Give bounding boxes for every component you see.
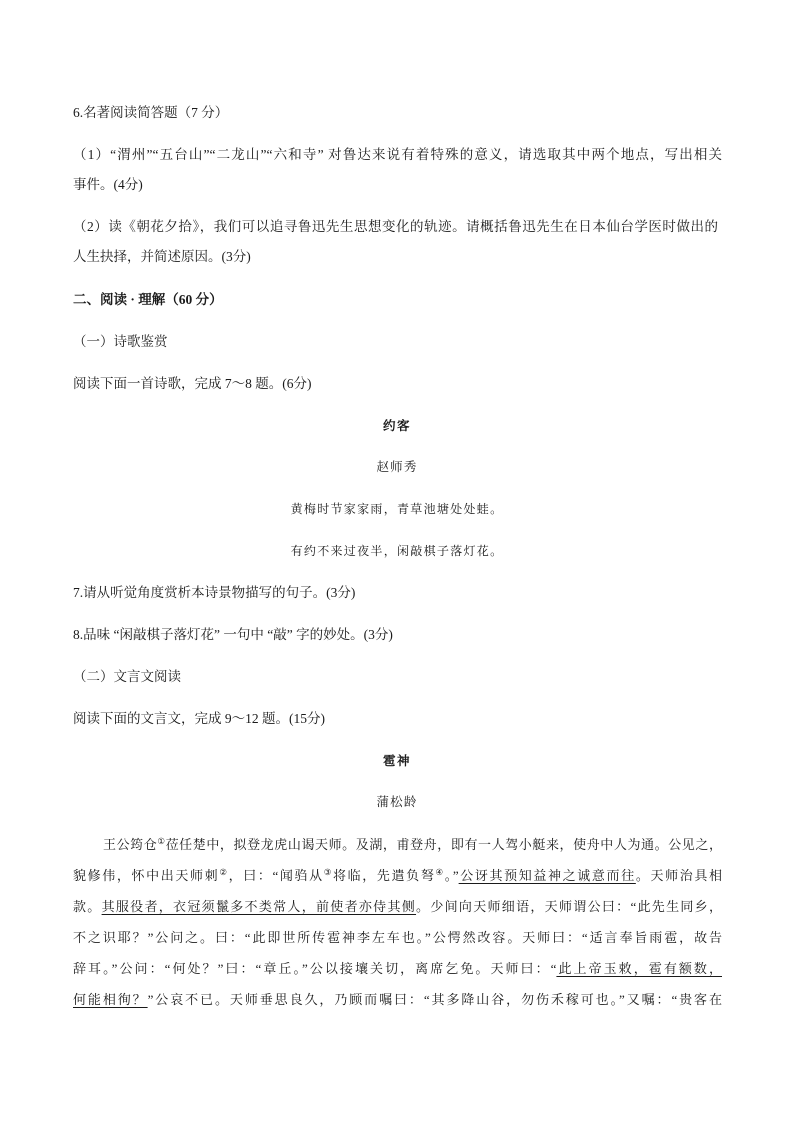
underlined-sentence-3b: 何能相徇？ xyxy=(73,992,148,1007)
q7: 7.请从听觉角度赏析本诗景物描写的句子。(3分) xyxy=(73,585,356,600)
passage-line-1 xyxy=(103,835,722,855)
underlined-sentence-1: 公讶其预知益神之诚意而往 xyxy=(458,868,636,883)
passage-line-4 xyxy=(73,928,722,948)
part2-instruction: 阅读下面的文言文，完成 9～12 题。(15分) xyxy=(73,711,325,726)
footnote-marker-4: ④ xyxy=(435,867,445,877)
underlined-sentence-3a: 此上帝玉敕，雹有额数， xyxy=(556,961,722,976)
passage-text: 王公筠仓 xyxy=(103,837,158,852)
poem-title: 约客 xyxy=(382,419,411,433)
underlined-sentence-2: 其服役者，衣冠须鬣多不类常人，前使者亦侍其侧 xyxy=(101,899,417,914)
footnote-marker-3: ③ xyxy=(323,867,334,877)
footnote-marker-1: ① xyxy=(157,836,166,846)
part2-heading: （二）文言文阅读 xyxy=(73,669,181,684)
q6-sub2-line2: 人生抉择，并简述原因。(3分) xyxy=(73,249,251,264)
passage-text: 莅任楚中，拟登龙虎山谒天师。及湖，甫登舟，即有一人驾小艇来，使舟中人为通。公见之， xyxy=(165,837,722,852)
q8: 8.品味 “闲敲棋子落灯花” 一句中 “敲” 字的妙处。(3分) xyxy=(73,627,393,642)
passage-author: 蒲松龄 xyxy=(376,795,418,809)
passage-line-6 xyxy=(73,990,722,1010)
part1-instruction: 阅读下面一首诗歌，完成 7～8 题。(6分) xyxy=(73,376,312,391)
poem-author: 赵师秀 xyxy=(376,460,418,474)
passage-text: 。天师治具相 xyxy=(635,868,722,883)
poem-line-2: 有约不来过夜半，闲敲棋子落灯花。 xyxy=(290,544,504,558)
passage-text: 款。 xyxy=(73,899,102,914)
passage-line-5 xyxy=(73,959,722,979)
passage-line-2 xyxy=(73,866,722,886)
passage-text: ，曰：“闻驺从 xyxy=(228,868,324,883)
passage-text: 不之识耶？”公问之。曰：“此即世所传雹神李左车也。”公愕然改容。天师曰：“适言奉旨雨雹，故告 xyxy=(73,930,722,945)
q6-sub2-line1: （2）读《朝花夕拾》，我们可以追寻鲁迅先生思想变化的轨迹。请概括鲁迅先生在日本仙台学医时做出的 xyxy=(73,219,718,234)
q6-sub1-line1: （1）“渭州”“五台山”“二龙山”“六和寺” 对鲁达来说有着特殊的意义，请选取其中两个地点，写出相关 xyxy=(73,147,722,162)
passage-line-3 xyxy=(73,897,722,917)
section2-heading: 二、阅读 · 理解（60 分） xyxy=(73,292,223,307)
passage-text: 。” xyxy=(444,868,459,883)
q6-title: 6.名著阅读简答题（7 分） xyxy=(73,105,229,120)
passage-text: ”公哀不已。天师垂思良久，乃顾而嘱曰：“其多降山谷，勿伤禾稼可也。”又嘱：“贵客在 xyxy=(147,992,722,1007)
part1-heading: （一）诗歌鉴赏 xyxy=(73,334,168,349)
passage-title: 雹神 xyxy=(382,754,411,768)
passage-text: 将临，先遣负弩 xyxy=(333,868,436,883)
passage-text: 貌修伟，怀中出天师刺 xyxy=(73,868,220,883)
passage-text: 。少间向天师细语，天师谓公曰：“此先生同乡， xyxy=(416,899,722,914)
passage-text: 辞耳。”公问：“何处？”曰：“章丘。”公以接壤关切，离席乞免。天师曰：“ xyxy=(73,961,557,976)
footnote-marker-2: ② xyxy=(219,867,229,877)
poem-line-1: 黄梅时节家家雨，青草池塘处处蛙。 xyxy=(290,502,504,516)
q6-sub1-line2: 事件。(4分) xyxy=(73,177,143,192)
